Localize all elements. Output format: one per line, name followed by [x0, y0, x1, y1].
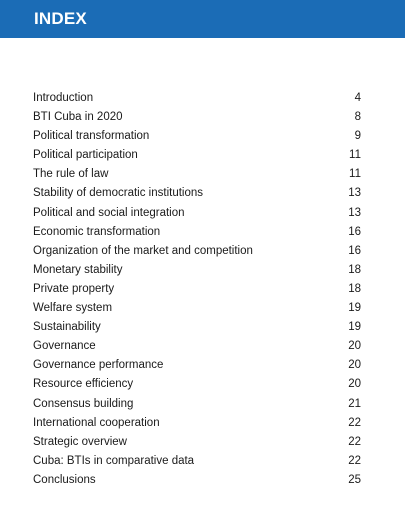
toc-entry[interactable]	[33, 414, 361, 433]
table-of-contents	[33, 89, 361, 490]
toc-entry[interactable]	[33, 165, 361, 184]
toc-entry[interactable]	[33, 452, 361, 471]
toc-entry-title: Stability of democratic institutions	[33, 187, 204, 200]
toc-entry-page-number: 11	[349, 168, 361, 181]
toc-entry-page-number: 18	[348, 282, 361, 295]
toc-entry-title: Private property	[33, 282, 115, 295]
toc-entry-page-number: 4	[354, 92, 361, 104]
toc-entry[interactable]	[33, 395, 361, 414]
page-title: INDEX	[34, 9, 87, 28]
toc-entry-title: Cuba: BTIs in comparative data	[33, 454, 195, 467]
toc-entry-title: Strategic overview	[33, 435, 127, 448]
toc-entry-title: Economic transformation	[33, 225, 161, 238]
toc-entry-page-number: 19	[348, 302, 361, 315]
toc-entry[interactable]	[33, 261, 361, 280]
toc-entry-title: Political transformation	[33, 130, 150, 143]
toc-entry[interactable]	[33, 108, 361, 127]
toc-entry-page-number: 20	[348, 340, 361, 353]
toc-entry-title: Introduction	[33, 92, 94, 104]
toc-entry[interactable]	[33, 318, 361, 337]
toc-entry-page-number: 9	[354, 130, 361, 143]
toc-entry-page-number: 16	[348, 244, 361, 257]
toc-entry-page-number: 19	[348, 321, 361, 334]
toc-entry[interactable]	[33, 337, 361, 356]
toc-entry[interactable]	[33, 375, 361, 394]
toc-entry-page-number: 25	[348, 473, 361, 486]
toc-entry-title: Welfare system	[33, 302, 113, 315]
toc-entry[interactable]	[33, 223, 361, 242]
toc-entry-page-number: 16	[348, 225, 361, 238]
toc-entry-title: BTI Cuba in 2020	[33, 111, 123, 124]
header-bar	[0, 0, 405, 38]
toc-entry-title: The rule of law	[33, 168, 109, 181]
toc-entry-page-number: 22	[348, 435, 361, 448]
toc-entry[interactable]	[33, 299, 361, 318]
toc-entry-title: Resource efficiency	[33, 378, 134, 391]
toc-entry-title: Organization of the market and competition	[33, 244, 253, 257]
toc-entry-page-number: 13	[348, 187, 361, 200]
toc-entry[interactable]	[33, 204, 361, 223]
toc-entry[interactable]	[33, 242, 361, 261]
toc-entry-title: Governance	[33, 340, 96, 353]
toc-entry-page-number: 8	[354, 111, 361, 124]
toc-entry-title: Consensus building	[33, 397, 134, 410]
toc-entry-title: Political participation	[33, 149, 138, 162]
toc-entry[interactable]	[33, 433, 361, 452]
toc-entry[interactable]	[33, 471, 361, 490]
toc-entry-page-number: 22	[348, 454, 361, 467]
toc-entry[interactable]	[33, 356, 361, 375]
toc-entry[interactable]	[33, 89, 361, 108]
toc-entry-title: Governance performance	[33, 359, 164, 372]
toc-entry-title: International cooperation	[33, 416, 160, 429]
toc-entry-page-number: 20	[348, 359, 361, 372]
toc-entry[interactable]	[33, 146, 361, 165]
toc-entry-page-number: 21	[348, 397, 361, 410]
toc-entry-page-number: 22	[348, 416, 361, 429]
toc-entry-title: Conclusions	[33, 473, 96, 486]
toc-entry[interactable]	[33, 184, 361, 203]
toc-entry-title: Sustainability	[33, 321, 101, 334]
toc-entry-title: Political and social integration	[33, 206, 185, 219]
toc-entry-title: Monetary stability	[33, 263, 123, 276]
toc-entry-page-number: 18	[348, 263, 361, 276]
toc-entry[interactable]	[33, 127, 361, 146]
toc-entry-page-number: 11	[349, 149, 361, 162]
toc-entry-page-number: 20	[348, 378, 361, 391]
toc-entry-page-number: 13	[348, 206, 361, 219]
toc-entry[interactable]	[33, 280, 361, 299]
